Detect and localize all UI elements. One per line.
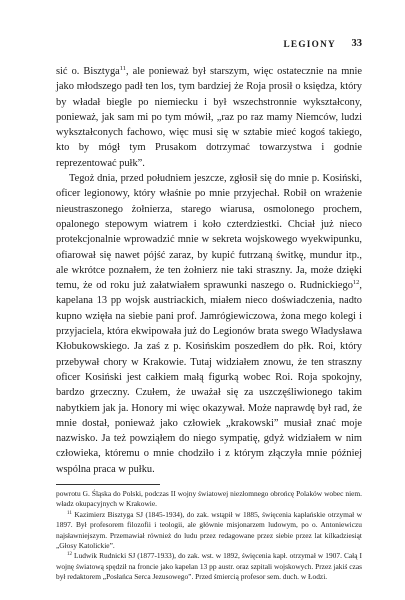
body-text	[56, 64, 362, 477]
page-header	[56, 39, 362, 53]
running-head: LEGIONY	[283, 39, 336, 49]
footnote-12	[56, 551, 362, 582]
footnote-separator	[56, 484, 160, 485]
footnote-number: 12	[67, 552, 72, 558]
paragraph-text: sić o. Bisztyga	[56, 66, 120, 77]
footnote-ref-12: 12	[352, 279, 360, 287]
footnote-number: 11	[67, 510, 72, 516]
page-number: 33	[351, 38, 362, 49]
paragraph-text: Tegoż dnia, przed południem jeszcze, zgłosił się do mnie p. Kosiński, oficer legionowy, który właśnie po mnie przyjechał. Robił on wrażenie nieustraszonego żołnierza, starego wiarusa, osmolonego prochem, opalonego stepowym wiatrem i koło czterdziestki. Chciał już nieco protekcjonalnie wprowadzić mnie w sekreta wojskowego wyekwipunku, ofiarował się nawet pójść zaraz, by kupić futrzaną świtkę, mundur itp., ale wkrótce poznałem, że ten żołnierz nie taki straszny. Ja, może dzięki temu, że od roku już załatwiałem sprawunki naszego o. Rudnickiego	[56, 173, 362, 292]
footnotes	[56, 489, 362, 583]
footnote-continuation: powrotu G. Śląska do Polski, podczas II wojny światowej niezłomnego obrońcę Polaków wobec niem. władz okupacyjnych w Krakowie.	[56, 489, 362, 509]
paragraph-continuation	[56, 64, 362, 171]
paragraph-text: , ale ponieważ był starszym, więc ostatecznie na mnie jako młodszego padł ten los, tym bardziej że Roja prosił o księdza, który by władał biegle po niemiecku i był wszechstronnie wykształcony, ponieważ, jak sam mi po tym mówił, „raz po raz mamy Niemców, ludzi wykształconych fachowo, więc musi się w sztabie mieć kogoś takiego, kto by mógł tym Prusakom dotrzymać towarzystwa i godnie reprezentować pułk”.	[56, 66, 362, 169]
paragraph-text: , kapelana 13 pp wojsk austriackich, miałem nieco doświadczenia, nadto kupno wzięła na siebie pani prof. Jamrógiewiczowa, żona mego kolegi i przyjaciela, która ekwipowała już do Legionów brata swego Władysława Kłobukowskiego. Ja zaś z p. Kosińskim poszedłem do płk. Roi, który przebywał chory w Krakowie. Tutaj widziałem znowu, że ten straszny oficer Kosiński jest całkiem małą figurką wobec Roi. Roja spokojny, bardzo grzeczny. Czułem, że uważał się za uszczęśliwionego takim nabytkiem jak ja. Honory mi więc okazywał. Może naprawdę był rad, że mnie dostał, ponieważ jako człowiek „krakowski” musiał znać moje nazwisko. Ja też powziąłem do niego sympatię, gdyż widziałem w nim człowieka, któremu o mnie chodziło i z którym złączyła mnie później wspólna praca w pułku.	[56, 280, 362, 475]
footnote-text: Ludwik Rudnicki SJ (1877-1933), do zak. wst. w 1892, święcenia kapł. otrzymał w 1907. Całą I wojnę światową spędził na froncie jako kapelan 13 pp austr. oraz szpitali wojskowych. Przez jakiś czas był redaktorem „Posłańca Serca Jezusowego”. Przed śmiercią profesor sem. duch. w Łodzi.	[56, 551, 362, 582]
footnote-11	[56, 510, 362, 552]
paragraph	[56, 171, 362, 477]
footnote-ref-11: 11	[119, 65, 127, 72]
footnote-text: Kazimierz Bisztyga SJ (1845-1934), do zak. wstąpił w 1885, święcenia kapłańskie otrzymał w 1897. Był profesorem filozofii i teologii, ale głównie misjonarzem ludowym, po o. Antoniewiczu najsławniejszym. Przemawiał również do ludu przez redagowane przez siebie przez lat kilkadziesiąt „Głosy Katolickie”.	[56, 509, 362, 551]
